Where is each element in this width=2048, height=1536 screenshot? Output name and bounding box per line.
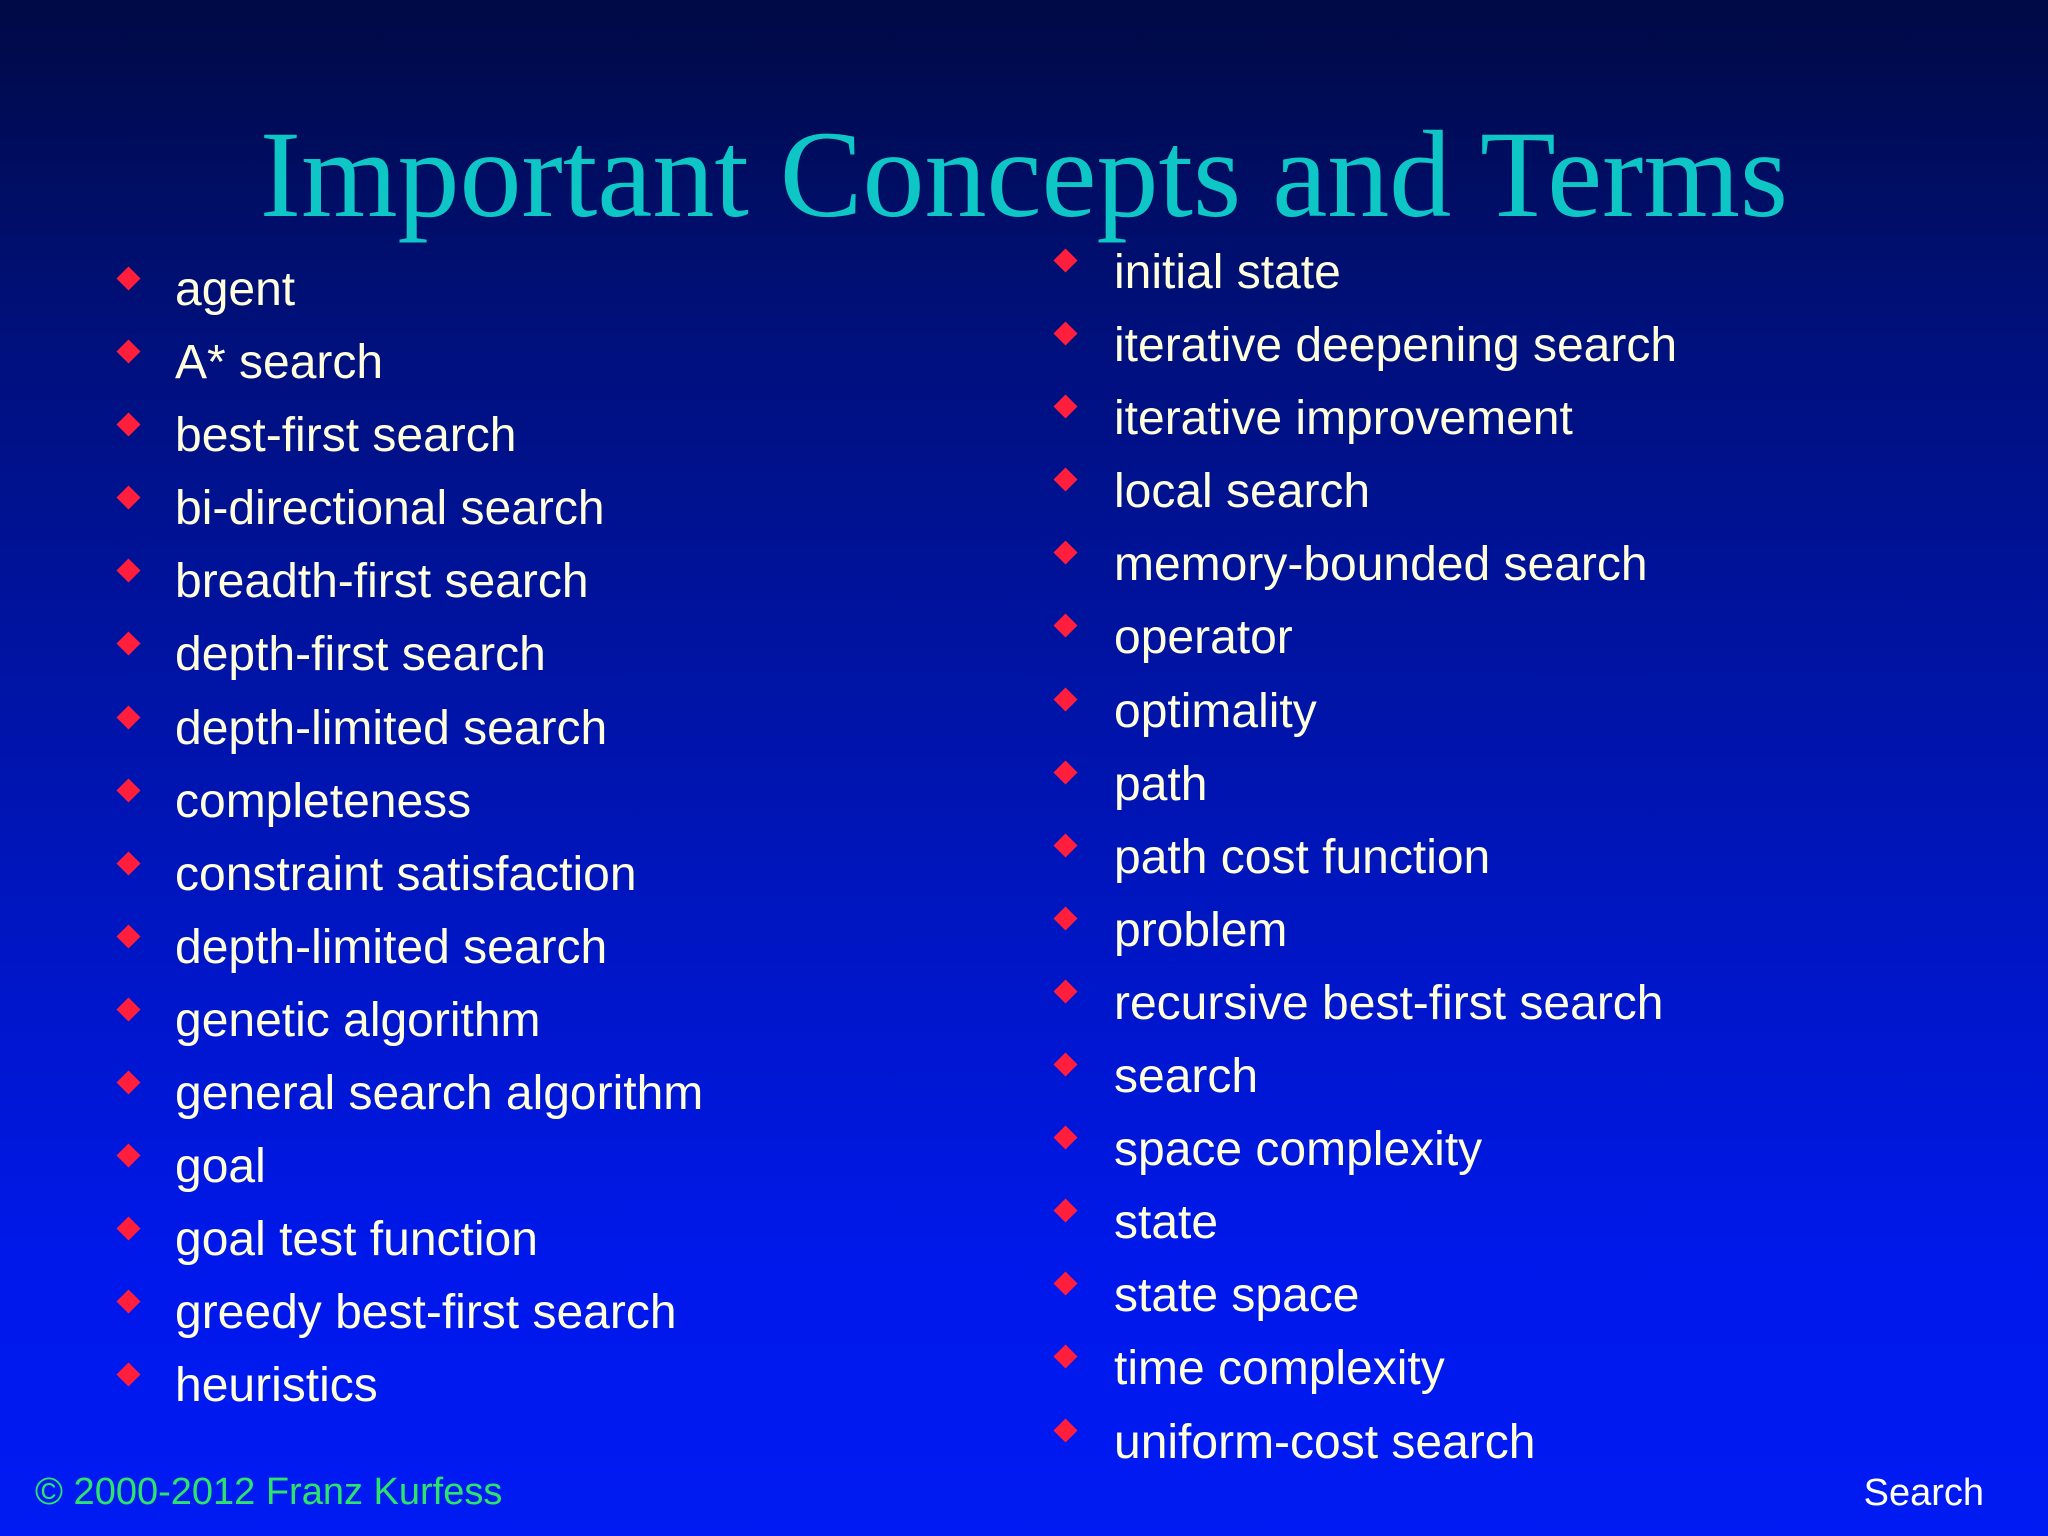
diamond-bullet-icon <box>1053 760 1077 784</box>
diamond-bullet-icon <box>116 559 140 583</box>
list-item <box>1053 1186 1677 1259</box>
list-item <box>115 1276 703 1349</box>
term-label: search <box>1114 1050 1259 1104</box>
list-item <box>1053 821 1677 894</box>
list-item <box>1053 1259 1677 1332</box>
list-item <box>115 472 703 545</box>
diamond-bullet-icon <box>116 1363 140 1387</box>
list-item <box>115 838 703 911</box>
diamond-bullet-icon <box>1053 614 1077 638</box>
diamond-bullet-icon <box>1053 833 1077 857</box>
list-item <box>1053 1113 1677 1186</box>
diamond-bullet-icon <box>116 486 140 510</box>
list-item <box>115 911 703 984</box>
term-label: depth-limited search <box>175 920 608 974</box>
list-item <box>115 984 703 1057</box>
list-item <box>1053 1406 1677 1479</box>
term-label: goal test function <box>175 1213 538 1267</box>
list-item <box>1053 528 1677 601</box>
term-label: goal <box>175 1140 266 1194</box>
list-item <box>115 1057 703 1130</box>
term-label: bi-directional search <box>175 482 605 536</box>
diamond-bullet-icon <box>116 705 140 729</box>
diamond-bullet-icon <box>1053 1272 1077 1296</box>
list-item <box>115 765 703 838</box>
term-label: recursive best-first search <box>1114 976 1664 1030</box>
diamond-bullet-icon <box>116 778 140 802</box>
term-label: completeness <box>175 774 472 828</box>
diamond-bullet-icon <box>116 632 140 656</box>
term-label: depth-first search <box>175 628 546 682</box>
term-label: iterative deepening search <box>1114 319 1678 373</box>
term-label: problem <box>1114 903 1288 957</box>
diamond-bullet-icon <box>116 1217 140 1241</box>
diamond-bullet-icon <box>116 924 140 948</box>
term-label: general search algorithm <box>175 1067 704 1121</box>
list-item <box>1053 455 1677 528</box>
term-label: agent <box>175 263 296 316</box>
diamond-bullet-icon <box>1053 468 1077 492</box>
term-label: heuristics <box>175 1359 378 1413</box>
term-label: depth-limited search <box>175 701 608 755</box>
list-item <box>1053 382 1677 455</box>
list-item <box>1053 967 1677 1040</box>
list-item <box>115 692 703 765</box>
diamond-bullet-icon <box>1053 322 1077 346</box>
term-label: path <box>1114 757 1208 811</box>
diamond-bullet-icon <box>116 413 140 437</box>
list-item <box>1053 309 1677 382</box>
term-label: initial state <box>1114 246 1341 299</box>
term-label: best-first search <box>175 409 517 463</box>
term-label: state <box>1114 1196 1219 1250</box>
term-label: genetic algorithm <box>175 993 541 1047</box>
diamond-bullet-icon <box>116 340 140 364</box>
diamond-bullet-icon <box>1053 906 1077 930</box>
diamond-bullet-icon <box>1053 541 1077 565</box>
term-label: local search <box>1114 465 1371 519</box>
list-item <box>1053 1040 1677 1113</box>
term-label: constraint satisfaction <box>175 847 637 901</box>
diamond-bullet-icon <box>1053 1418 1077 1442</box>
term-label: greedy best-first search <box>175 1286 677 1340</box>
diamond-bullet-icon <box>116 851 140 875</box>
list-item <box>115 1349 703 1422</box>
term-label: iterative improvement <box>1114 392 1573 446</box>
term-label: time complexity <box>1114 1342 1445 1396</box>
diamond-bullet-icon <box>116 1144 140 1168</box>
list-item <box>1053 236 1677 309</box>
term-label: operator <box>1114 611 1293 665</box>
terms-list-right <box>1053 236 1677 1479</box>
diamond-bullet-icon <box>1053 1126 1077 1150</box>
list-item <box>115 399 703 472</box>
list-item <box>1053 1332 1677 1405</box>
diamond-bullet-icon <box>116 997 140 1021</box>
term-label: state space <box>1114 1269 1360 1323</box>
list-item <box>1053 894 1677 967</box>
diamond-bullet-icon <box>116 1290 140 1314</box>
diamond-bullet-icon <box>116 266 140 290</box>
term-label: memory-bounded search <box>1114 538 1648 592</box>
diamond-bullet-icon <box>1053 979 1077 1003</box>
diamond-bullet-icon <box>1053 1199 1077 1223</box>
list-item <box>1053 748 1677 821</box>
slide-title: Important Concepts and Terms <box>259 106 1789 243</box>
term-label: breadth-first search <box>175 555 589 609</box>
term-label: path cost function <box>1114 830 1491 884</box>
list-item <box>1053 675 1677 748</box>
diamond-bullet-icon <box>116 1071 140 1095</box>
term-label: A* search <box>175 336 384 390</box>
diamond-bullet-icon <box>1053 395 1077 419</box>
diamond-bullet-icon <box>1053 1053 1077 1077</box>
list-item <box>115 1130 703 1203</box>
list-item <box>115 618 703 691</box>
term-label: uniform-cost search <box>1114 1415 1536 1469</box>
list-item <box>1053 601 1677 674</box>
diamond-bullet-icon <box>1053 248 1077 272</box>
term-label: space complexity <box>1114 1123 1483 1177</box>
diamond-bullet-icon <box>1053 687 1077 711</box>
list-item <box>115 1203 703 1276</box>
list-item <box>115 326 703 399</box>
copyright-footer: © 2000-2012 Franz Kurfess <box>35 1471 503 1513</box>
term-label: optimality <box>1114 684 1317 738</box>
terms-list-left <box>115 253 703 1423</box>
list-item <box>115 545 703 618</box>
list-item <box>115 253 703 326</box>
diamond-bullet-icon <box>1053 1345 1077 1369</box>
section-label: Search <box>1863 1472 1984 1514</box>
